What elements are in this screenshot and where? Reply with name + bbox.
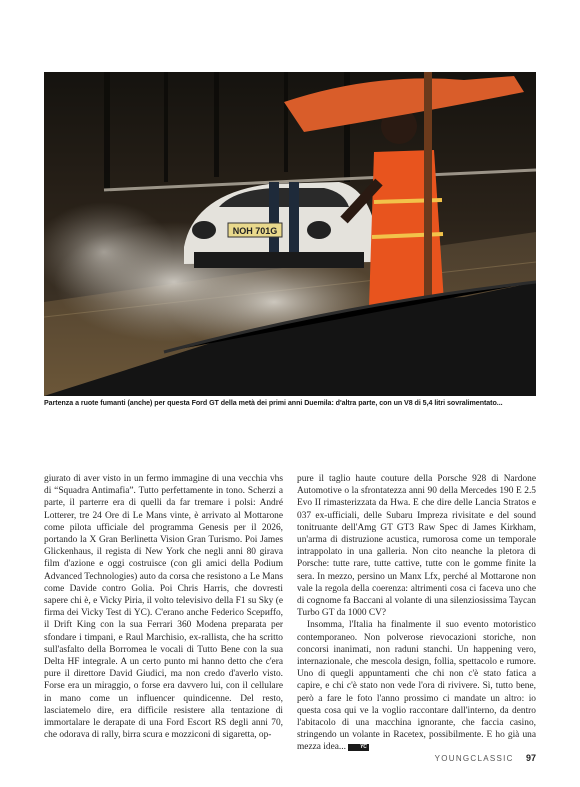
photo-illustration	[44, 72, 536, 396]
page-footer	[435, 753, 536, 763]
paragraph-text: Insomma, l'Italia ha finalmente il suo evento motoristico contemporaneo. Non polverose rievocazioni storiche, non concorsi inanimati, non raduni stanchi. Un happening vero, internazionale, che mescola design, follia, spettacolo e rumore. Uno di quegli appuntamenti che chi non c'è stato fatica a capire, e chi c'è stato non vede l'ora di rivivere. Sì, tutto bene, però a fare le foto l'anno prossimo ci mandate un altro: io questa cosa qui ve la voglio raccontare dall'interno, da dentro l'abitacolo di una macchina ignorante, che faccia casino, stringendo un volante in Racetex, possibilmente. E ho già una mezza idea...	[297, 620, 536, 753]
page-number: 97	[525, 753, 536, 763]
article-column-left	[44, 473, 283, 741]
end-mark-icon: YC	[348, 744, 369, 751]
paragraph: giurato di aver visto in un fermo immagine di una vecchia vhs di “Squadra Antimafia”. Tutto perfettamente in tono. Scherzi a parte, il parterre era di quelli da far tremare i polsi: André Lotterer, tre 24 Ore di Le Mans vinte, è arrivato al Mottarone come pilota ufficiale del programma Genesis per il 2026, portando la X Gran Berlinetta Vision Gran Turismo. Poi James Glickenhaus, il regista di New York che negli anni 80 girava film d'azione e oggi costruisce (con gli amici della Podium Advanced Technologies) auto da corsa che resistono a Le Mans come Davide contro Golia. Poi Chris Harris, che dovresti sapere chi è, e Vicky Piria, il volto televisivo della F1 su Sky (e firma dei Vicky Test di YC). C'erano anche Federico Scериffo, il Drift King con la sua Ferrari 360 Modena preparata per sfondare i timpani, e Raul Marchisio, ex-rallista, che ha scritto sull'asfalto della Borromea le vocali di Tutto Bene con la sua Delta HF integrale. A un certo punto mi hanno detto che c'era pure il direttore David Giudici, ma non credo d'averlo visto. Forse era un miraggio, o forse era davvero lui, con il cellulare in mano come un influencer quindicenne. Del resto, lasciatemelo dire, era difficile resistere alla tentazione di immortalare le derapate di una Ford Escort RS degli anni 70, che odorava di rally, birra scura e mozziconi di sigaretta, op-	[44, 474, 283, 741]
hero-photo	[44, 72, 536, 396]
paragraph: pure il taglio haute couture della Porsche 928 di Nardone Automotive o la sfrontatezza anni 90 della Mercedes 190 E 2.5 Evo II rimasterizzata da Hwa. E che dire delle Lancia Stratos e 037 ex-ufficiali, delle Subaru Impreza rivisitate e del sound tonitruante dell'Amg GT GT3 Raw Spec di James Kirkham, un'arma di distruzione acustica, rumorosa come un temporale intrappolato in una galleria. Non cito neanche la pletora di Porsche: tutte rare, tutte cattive, tutte con le gomme finite la sera. In mezzo, persino un Manx Lfx, perché al Mottarone non vale la regola della coerenza: altrimenti cosa ci faceva uno che di cognome fa Baccani al volante di una silenziosissima Taycan Turbo GT da 1000 CV?	[297, 474, 536, 619]
photo-caption: Partenza a ruote fumanti (anche) per questa Ford GT della metà dei primi anni Duemila: d'altra parte, con un V8 di 5,4 litri sovralimentato...	[44, 399, 503, 407]
article-column-right	[297, 473, 536, 754]
paragraph	[297, 619, 536, 753]
license-plate: NOH 701G	[232, 226, 278, 236]
magazine-name: YOUNGCLASSIC	[434, 754, 514, 763]
